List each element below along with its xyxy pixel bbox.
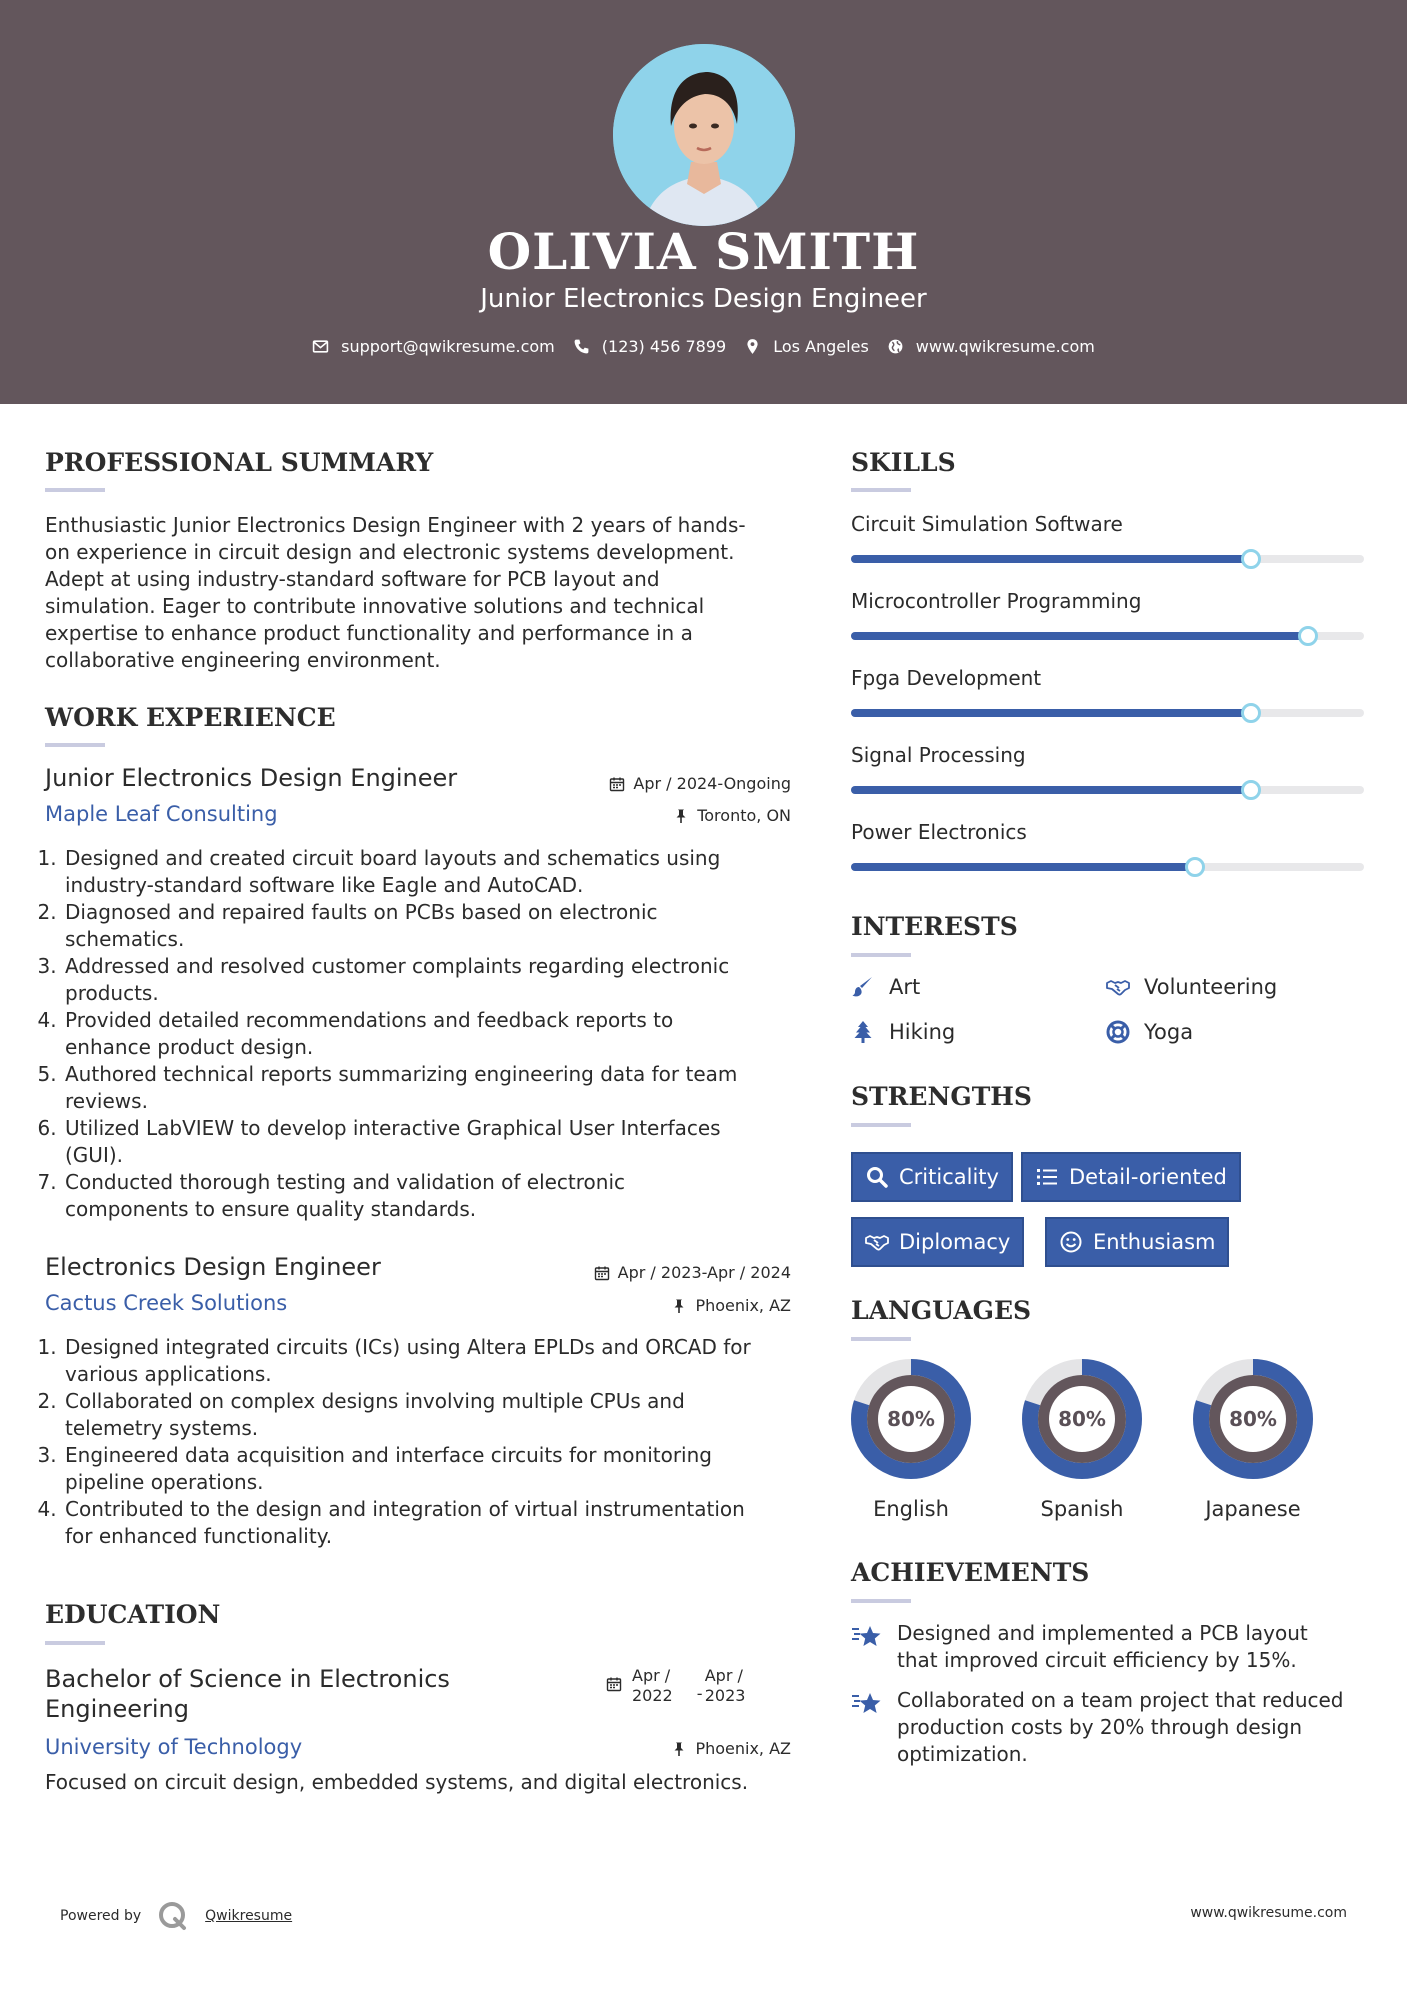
contact-location: [744, 337, 869, 356]
skill-bar-knob: [1241, 549, 1261, 569]
education-location-text: Phoenix, AZ: [695, 1739, 791, 1758]
phone-icon: [573, 338, 590, 355]
language-name: Japanese: [1205, 1497, 1301, 1521]
skill-label: Power Electronics: [851, 820, 1027, 844]
tree-icon: [851, 1020, 875, 1044]
summary-heading: PROFESSIONAL SUMMARY: [45, 448, 434, 477]
map-pin-icon: [744, 338, 761, 355]
job-dates: [609, 774, 791, 793]
skill-label: Fpga Development: [851, 666, 1042, 690]
search-icon: [865, 1165, 889, 1189]
handshake-icon: [1106, 975, 1130, 999]
summary-line: collaborative engineering environment.: [45, 648, 441, 672]
pushpin-icon: [673, 808, 689, 824]
summary-line: Enthusiastic Junior Electronics Design Engineer with 2 years of hands-: [45, 513, 746, 537]
language-name: English: [873, 1497, 949, 1521]
list-item: 2. Collaborated on complex designs involving multiple CPUs and telemetry systems.: [63, 1388, 785, 1442]
education-underline: [45, 1641, 105, 1645]
education-end: - Apr / 2023: [696, 1666, 746, 1705]
pushpin-icon: [671, 1741, 687, 1757]
languages-heading: LANGUAGES: [851, 1296, 1032, 1325]
list-item: 7. Conducted thorough testing and validation of electronic components to ensure quality standards.: [63, 1169, 785, 1223]
calendar-icon: [609, 776, 625, 792]
education-dates: [606, 1666, 745, 1706]
skill-bar: [851, 632, 1364, 640]
candidate-title: Junior Electronics Design Engineer: [480, 284, 927, 314]
qwikresume-logo-icon: [157, 1900, 189, 1932]
languages-underline: [851, 1337, 911, 1341]
job-location-text: Phoenix, AZ: [695, 1296, 791, 1315]
skill-bar-fill: [851, 786, 1251, 794]
language-item: [849, 1357, 973, 1521]
skill-bar-knob: [1241, 780, 1261, 800]
globe-icon: [887, 338, 904, 355]
skill-bar-knob: [1185, 857, 1205, 877]
language-ring: [849, 1357, 973, 1481]
powered-by-text: Powered by: [60, 1908, 142, 1924]
language-percent: 80%: [1229, 1407, 1277, 1431]
strengths-underline: [851, 1123, 911, 1127]
calendar-icon: [594, 1265, 610, 1281]
pushpin-icon: [671, 1298, 687, 1314]
language-ring: [1191, 1357, 1315, 1481]
language-percent: 80%: [887, 1407, 935, 1431]
strength-badge: Diplomacy: [851, 1217, 1024, 1267]
job-location: [671, 1296, 791, 1315]
skill-label: Signal Processing: [851, 743, 1026, 767]
contact-phone[interactable]: [573, 337, 726, 356]
job-title: Junior Electronics Design Engineer: [45, 764, 458, 792]
job-dates-text: Apr / 2023-Apr / 2024: [617, 1263, 791, 1282]
handshake-icon: [865, 1230, 889, 1254]
education-location: [671, 1739, 791, 1758]
language-percent: 80%: [1058, 1407, 1106, 1431]
paintbrush-icon: [851, 975, 875, 999]
lifebuoy-icon: [1106, 1020, 1130, 1044]
skill-bar-knob: [1241, 703, 1261, 723]
contact-email-text: support@qwikresume.com: [341, 337, 555, 356]
skill-bar-fill: [851, 555, 1251, 563]
skill-bar: [851, 786, 1364, 794]
language-ring: [1020, 1357, 1144, 1481]
star-badge-icon: [851, 1687, 883, 1719]
school-name: University of Technology: [45, 1735, 303, 1759]
language-item: [1020, 1357, 1144, 1521]
job-dates-text: Apr / 2024-Ongoing: [633, 774, 791, 793]
list-icon: [1035, 1165, 1059, 1189]
summary-line: on experience in circuit design and electronic systems development.: [45, 540, 735, 564]
skills-heading: SKILLS: [851, 448, 956, 477]
skill-bar: [851, 863, 1364, 871]
achievements-underline: [851, 1599, 911, 1603]
skill-label: Circuit Simulation Software: [851, 512, 1123, 536]
summary-line: Adept at using industry-standard software for PCB layout and: [45, 567, 660, 591]
list-item: 3. Addressed and resolved customer complaints regarding electronic products.: [63, 953, 785, 1007]
list-item: 5. Authored technical reports summarizing engineering data for team reviews.: [63, 1061, 785, 1115]
achievements-heading: ACHIEVEMENTS: [851, 1558, 1090, 1587]
profile-photo: [613, 44, 795, 226]
interests-underline: [851, 953, 911, 957]
list-item: 3. Engineered data acquisition and interface circuits for monitoring pipeline operations.: [63, 1442, 785, 1496]
job-location: [673, 806, 791, 825]
language-item: [1191, 1357, 1315, 1521]
interests-heading: INTERESTS: [851, 912, 1018, 941]
skill-bar-knob: [1298, 626, 1318, 646]
achievement-item: [851, 1687, 1344, 1768]
company-name: Cactus Creek Solutions: [45, 1291, 288, 1315]
footer-powered-by: [60, 1900, 292, 1932]
interest-item: Art: [851, 975, 920, 999]
work-underline: [45, 743, 105, 747]
job-dates: [594, 1263, 791, 1282]
skill-bar: [851, 709, 1364, 717]
strength-badge: Detail-oriented: [1021, 1152, 1241, 1202]
smile-icon: [1059, 1230, 1083, 1254]
degree-title: Bachelor of Science in Electronics Engineering: [45, 1665, 450, 1723]
work-heading: WORK EXPERIENCE: [45, 703, 336, 732]
language-name: Spanish: [1040, 1497, 1124, 1521]
company-name: Maple Leaf Consulting: [45, 802, 278, 826]
education-start: Apr / 2022: [632, 1666, 673, 1705]
summary-line: expertise to enhance product functionality and performance in a: [45, 621, 693, 645]
skill-label: Microcontroller Programming: [851, 589, 1142, 613]
achievement-text: Designed and implemented a PCB layout that improved circuit efficiency by 15%.: [897, 1621, 1308, 1672]
star-badge-icon: [851, 1620, 883, 1652]
education-description: Focused on circuit design, embedded systems, and digital electronics.: [45, 1770, 749, 1794]
list-item: 6. Utilized LabVIEW to develop interactive Graphical User Interfaces (GUI).: [63, 1115, 785, 1169]
interest-item: Hiking: [851, 1020, 955, 1044]
contact-phone-text: (123) 456 7899: [601, 337, 727, 356]
contact-email[interactable]: [312, 337, 555, 356]
footer-website[interactable]: www.qwikresume.com: [1190, 1905, 1347, 1921]
interest-item: Volunteering: [1106, 975, 1277, 999]
skill-bar: [851, 555, 1364, 563]
skill-bar-fill: [851, 863, 1195, 871]
list-item: 4. Contributed to the design and integration of virtual instrumentation for enhanced functionality.: [63, 1496, 785, 1550]
summary-text: [45, 512, 746, 674]
strength-badge: Enthusiasm: [1045, 1217, 1229, 1267]
candidate-name: OLIVIA SMITH: [487, 222, 920, 281]
education-heading: EDUCATION: [45, 1600, 221, 1629]
job-title: Electronics Design Engineer: [45, 1253, 381, 1281]
job-bullets: [45, 845, 785, 1223]
list-item: 2. Diagnosed and repaired faults on PCBs based on electronic schematics.: [63, 899, 785, 953]
summary-line: simulation. Eager to contribute innovative solutions and technical: [45, 594, 705, 618]
contact-location-text: Los Angeles: [773, 337, 869, 356]
list-item: 1. Designed integrated circuits (ICs) using Altera EPLDs and ORCAD for various applications.: [63, 1334, 785, 1388]
resume-header: [0, 0, 1407, 404]
contact-website[interactable]: [887, 337, 1095, 356]
strength-badge: Criticality: [851, 1152, 1013, 1202]
achievement-text: Collaborated on a team project that reduced production costs by 20% through design optimization.: [897, 1688, 1344, 1766]
interest-item: Yoga: [1106, 1020, 1193, 1044]
contact-website-text: www.qwikresume.com: [915, 337, 1095, 356]
strengths-heading: STRENGTHS: [851, 1082, 1032, 1111]
skill-bar-fill: [851, 632, 1308, 640]
list-item: 4. Provided detailed recommendations and feedback reports to enhance product design.: [63, 1007, 785, 1061]
calendar-icon: [606, 1676, 622, 1692]
summary-underline: [45, 488, 105, 492]
skill-bar-fill: [851, 709, 1251, 717]
achievement-item: [851, 1620, 1308, 1674]
job-location-text: Toronto, ON: [697, 806, 791, 825]
skills-underline: [851, 488, 911, 492]
list-item: 1. Designed and created circuit board layouts and schematics using industry-standard software like Eagle and AutoCAD.: [63, 845, 785, 899]
brand-link[interactable]: Qwikresume: [205, 1908, 293, 1924]
job-bullets: [45, 1334, 785, 1550]
contact-bar: [0, 337, 1407, 356]
envelope-icon: [312, 338, 329, 355]
